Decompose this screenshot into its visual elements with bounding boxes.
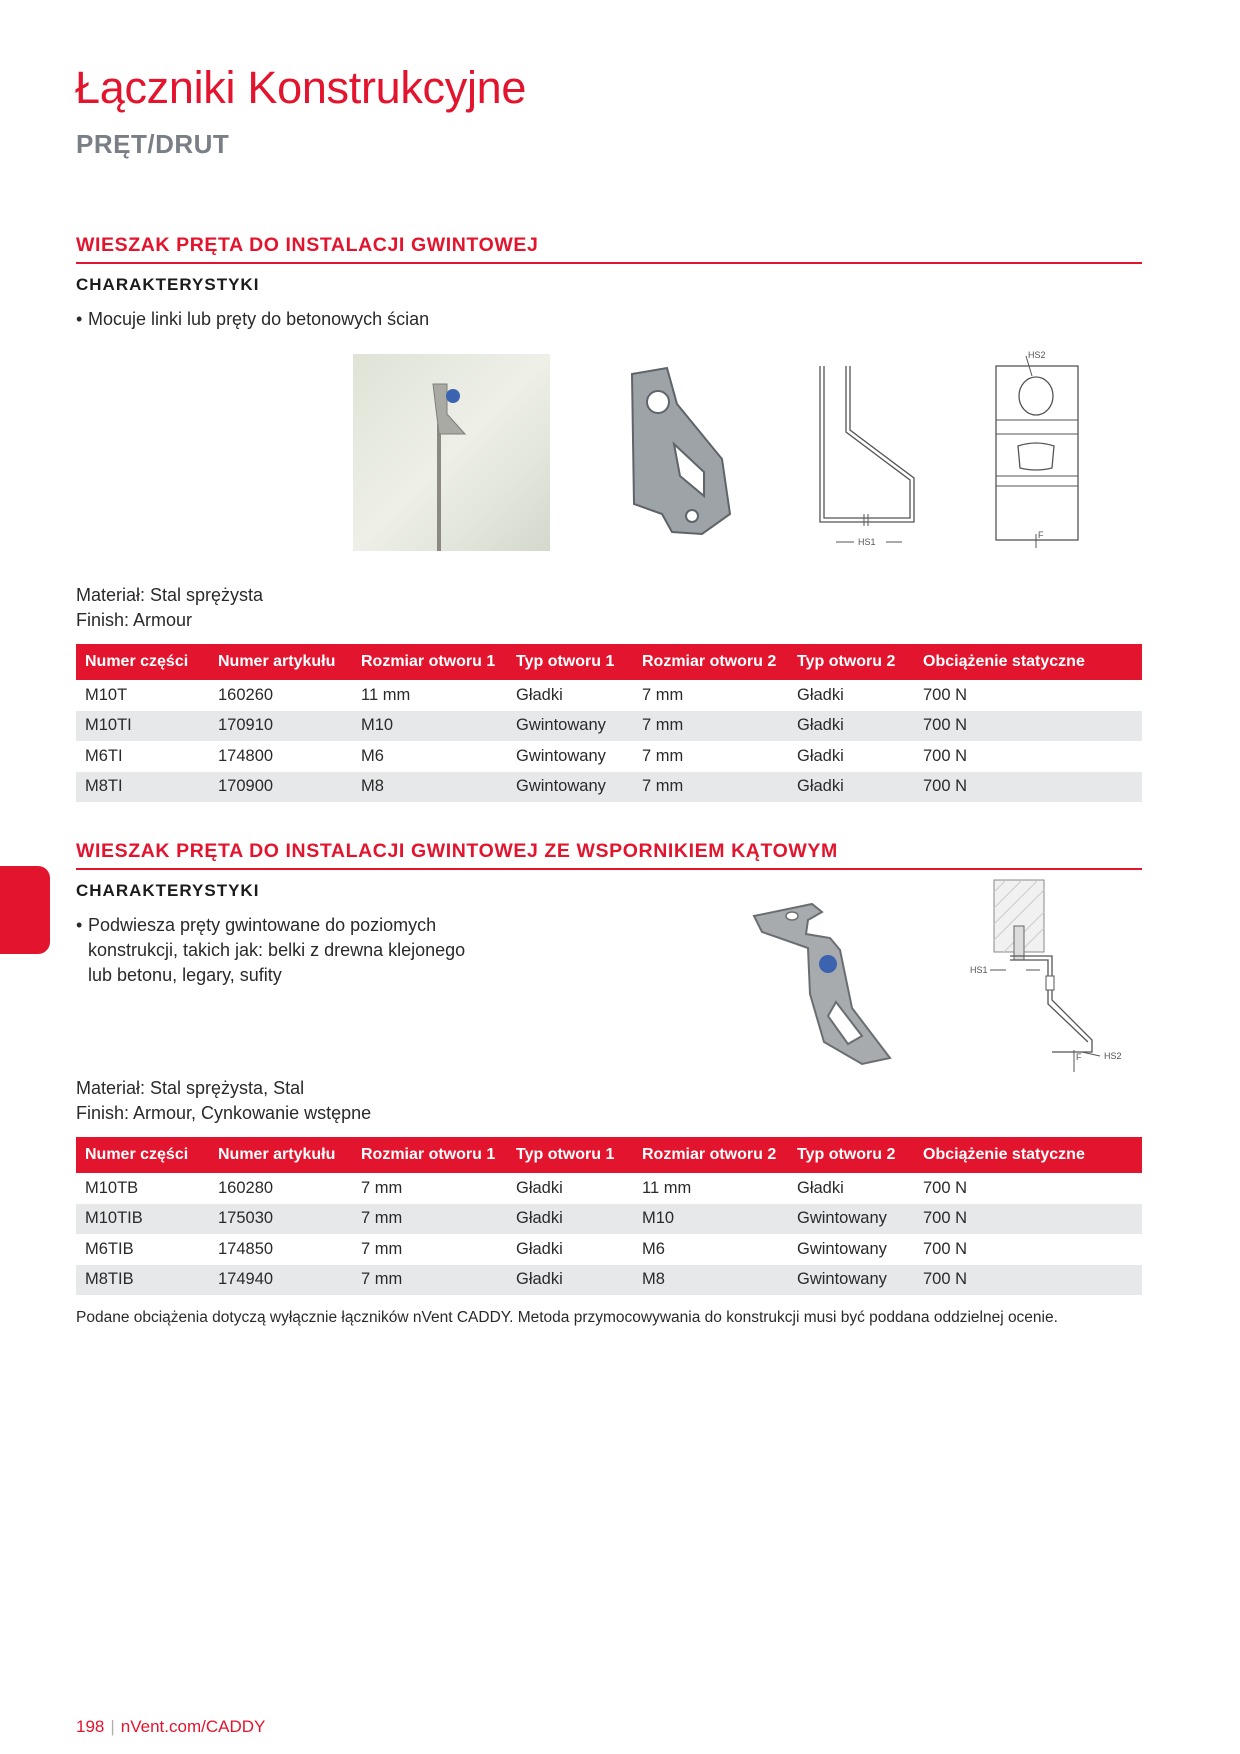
table-cell: 11 mm	[361, 685, 411, 704]
section-1-title: WIESZAK PRĘTA DO INSTALACJI GWINTOWEJ	[76, 234, 539, 256]
column-header: Obciążenie statyczne	[914, 1137, 1142, 1173]
table-row	[76, 741, 1142, 772]
column-header: Rozmiar otworu 2	[633, 644, 788, 680]
column-header: Typ otworu 1	[507, 1137, 633, 1173]
table-cell: Gładki	[797, 1178, 844, 1197]
column-header: Numer części	[76, 644, 209, 680]
table-row	[76, 1265, 1142, 1296]
table-cell: 174850	[218, 1239, 274, 1258]
table-cell: M6TI	[85, 746, 123, 765]
footer-separator: |	[110, 1717, 115, 1736]
section-1-bullet-text: Mocuje linki lub pręty do betonowych ścian	[88, 309, 430, 329]
table-cell: M8TI	[76, 772, 209, 803]
table-cell: Gładki	[516, 1239, 563, 1258]
table-cell: M8	[352, 772, 507, 803]
table-cell: Gwintowany	[516, 746, 606, 765]
column-header: Rozmiar otworu 1	[352, 644, 507, 680]
table-cell: M6	[361, 746, 384, 765]
table-cell: Gwintowany	[788, 1265, 914, 1296]
table-header-row	[76, 644, 1142, 680]
table-cell: M10TIB	[76, 1204, 209, 1235]
page-subtitle: PRĘT/DRUT	[76, 129, 230, 159]
table-cell: 174940	[209, 1265, 352, 1296]
table-cell: Gładki	[797, 685, 844, 704]
table-cell: 700 N	[914, 1204, 1142, 1235]
table-cell: 700 N	[923, 1178, 968, 1197]
table-cell: 7 mm	[352, 1204, 507, 1235]
column-header: Rozmiar otworu 1	[352, 1137, 507, 1173]
table-cell: Gładki	[507, 1265, 633, 1296]
table-cell: Gwintowany	[797, 1239, 887, 1258]
table-row	[76, 1234, 1142, 1265]
section-1-side-drawing	[812, 366, 918, 552]
column-header: Typ otworu 2	[788, 1137, 914, 1173]
section-2-rule	[76, 868, 1142, 870]
table-cell: 700 N	[914, 1265, 1142, 1296]
section-1-table	[76, 644, 1142, 802]
table-cell: 160280	[218, 1178, 274, 1197]
table-cell: M10TB	[85, 1178, 139, 1197]
table-row	[76, 1173, 1142, 1204]
table-cell: M8	[633, 1265, 788, 1296]
section-1-hs2-label: HS2	[1028, 350, 1046, 360]
section-1-f-label: F	[1038, 530, 1044, 540]
table-cell: 700 N	[914, 711, 1142, 742]
table-cell: 700 N	[914, 772, 1142, 803]
table-cell: Gładki	[788, 772, 914, 803]
page-footer	[76, 1717, 265, 1737]
table-cell: 7 mm	[633, 711, 788, 742]
table-row	[76, 772, 1142, 803]
table-cell: M10TI	[76, 711, 209, 742]
table-cell: Gładki	[788, 711, 914, 742]
table-cell: Gwintowany	[507, 772, 633, 803]
table-cell: Gwintowany	[507, 711, 633, 742]
page-title: Łączniki Konstrukcyjne	[75, 62, 527, 113]
section-1-finish: Finish: Armour	[76, 610, 193, 630]
section-2-hs2-label: HS2	[1104, 1051, 1122, 1061]
table-cell: 7 mm	[633, 772, 788, 803]
column-header: Rozmiar otworu 2	[633, 1137, 788, 1173]
table-cell: 7 mm	[352, 1265, 507, 1296]
table-cell: Gładki	[516, 685, 563, 704]
section-2-finish: Finish: Armour, Cynkowanie wstępne	[76, 1103, 372, 1123]
table-cell: M6TIB	[85, 1239, 134, 1258]
section-2-characteristics-heading: CHARAKTERYSTYKI	[76, 881, 260, 900]
section-1-material: Materiał: Stal sprężysta	[76, 585, 264, 605]
table-cell: 175030	[209, 1204, 352, 1235]
table-cell: M10T	[85, 685, 128, 704]
section-2-bullet-line: Podwiesza pręty gwintowane do poziomych	[88, 915, 437, 935]
section-1-characteristics-heading: CHARAKTERYSTYKI	[76, 275, 260, 294]
table-cell: M10	[352, 711, 507, 742]
table-cell: Gładki	[507, 1204, 633, 1235]
table-cell: 170910	[209, 711, 352, 742]
table-cell: 700 N	[923, 685, 968, 704]
table-cell: 700 N	[923, 746, 968, 765]
column-header: Numer artykułu	[209, 644, 352, 680]
side-tab	[0, 866, 50, 954]
section-1-photo-bracket	[622, 364, 740, 540]
footnote: Podane obciążenia dotyczą wyłącznie łączników nVent CADDY. Metoda przymocowywania do konstrukcji musi być poddana oddzielnej ocenie.	[76, 1309, 1058, 1326]
table-row	[76, 680, 1142, 711]
column-header: Numer części	[76, 1137, 209, 1173]
section-1-front-drawing	[996, 350, 1086, 550]
table-row	[76, 1204, 1142, 1235]
table-cell: 160260	[218, 685, 274, 704]
section-1-photo-installed	[353, 354, 550, 551]
table-cell: 7 mm	[642, 685, 684, 704]
column-header: Obciążenie statyczne	[914, 644, 1142, 680]
section-2-bullet: • Podwiesza pręty gwintowane do poziomych konstrukcji, takich jak: belki z drewna klejonego lub betonu, legary, sufity	[76, 913, 465, 988]
section-1-rule	[76, 262, 1142, 264]
section-2-bullet-line: konstrukcji, takich jak: belki z drewna klejonego	[88, 940, 466, 960]
table-cell: 700 N	[923, 1239, 968, 1258]
table-cell: 7 mm	[642, 746, 684, 765]
table-row	[76, 711, 1142, 742]
table-header-row	[76, 1137, 1142, 1173]
table-cell: Gładki	[516, 1178, 563, 1197]
section-2-material: Materiał: Stal sprężysta, Stal	[76, 1078, 305, 1098]
table-cell: Gładki	[797, 746, 844, 765]
section-2-photo-bracket	[752, 898, 902, 1064]
section-2-hs1-label: HS1	[970, 965, 988, 975]
table-cell: M10	[633, 1204, 788, 1235]
page-number: 198	[76, 1717, 105, 1736]
column-header: Typ otworu 2	[788, 644, 914, 680]
table-cell: 174800	[218, 746, 274, 765]
section-2-f-label: F	[1076, 1052, 1082, 1062]
section-2-table	[76, 1137, 1142, 1295]
table-cell: Gwintowany	[788, 1204, 914, 1235]
section-1-bullet: • Mocuje linki lub pręty do betonowych ścian	[76, 309, 430, 329]
column-header: Numer artykułu	[209, 1137, 352, 1173]
table-cell: M8TIB	[76, 1265, 209, 1296]
table-cell: M6	[642, 1239, 665, 1258]
table-cell: 7 mm	[361, 1178, 403, 1197]
footer-site-link[interactable]: nVent.com/CADDY	[120, 1717, 266, 1736]
table-cell: 7 mm	[361, 1239, 403, 1258]
table-cell: 170900	[209, 772, 352, 803]
table-cell: 11 mm	[642, 1178, 692, 1197]
section-1-hs1-label: HS1	[858, 537, 876, 547]
section-2-title: WIESZAK PRĘTA DO INSTALACJI GWINTOWEJ ZE WSPORNIKIEM KĄTOWYM	[76, 840, 838, 862]
section-2-side-drawing	[970, 880, 1132, 1070]
column-header: Typ otworu 1	[507, 644, 633, 680]
section-2-bullet-line: lub betonu, legary, sufity	[88, 965, 282, 985]
